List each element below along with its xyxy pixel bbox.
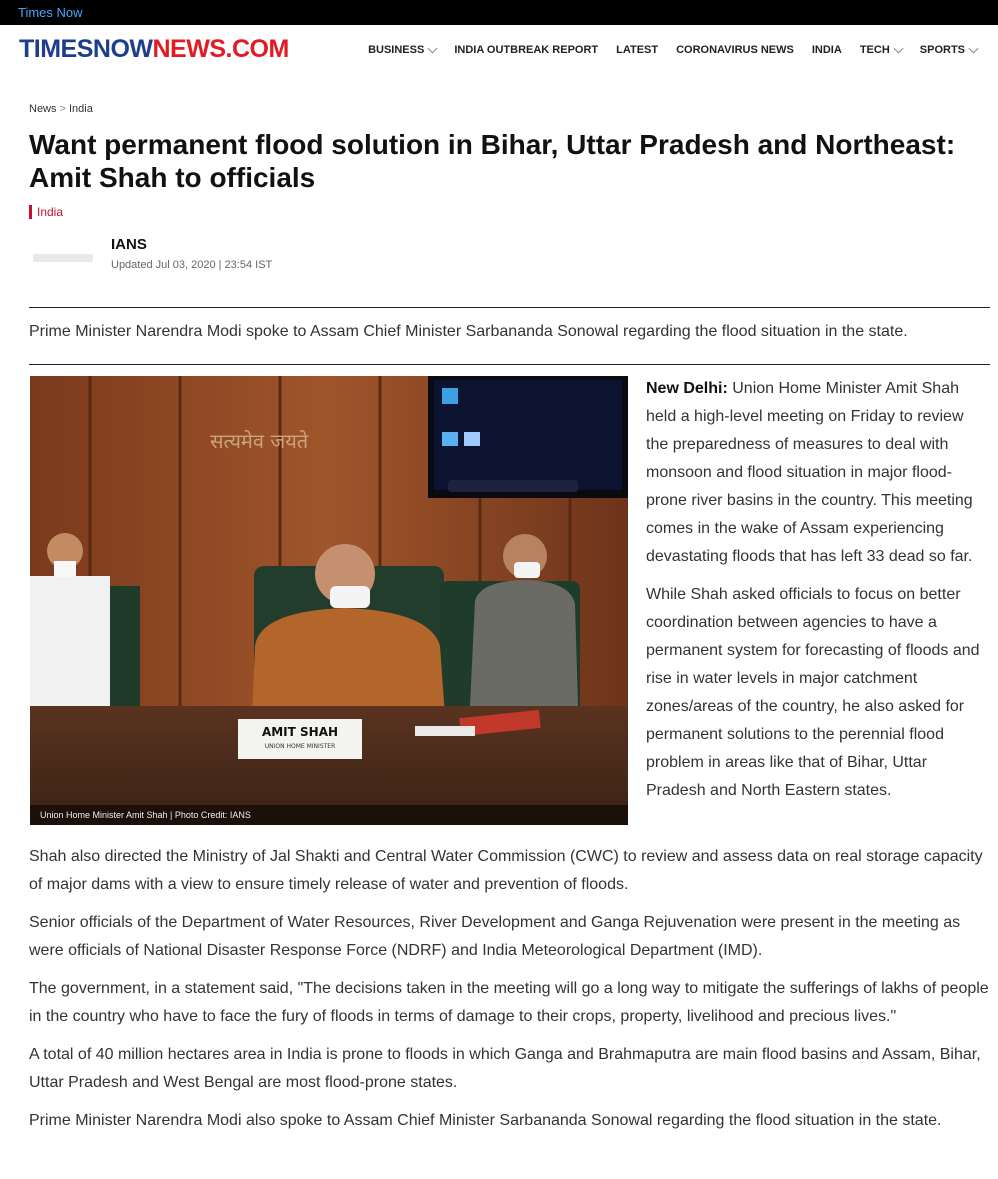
article-title: Want permanent flood solution in Bihar, Uttar Pradesh and Northeast: Amit Shah to officials bbox=[29, 129, 956, 193]
breadcrumb-india[interactable]: India bbox=[68, 103, 93, 115]
paragraph-3: Shah also directed the Ministry of Jal Shakti and Central Water Commission (CWC) to review and assess data on real storage capacity of major dams with a view to ensure timely release of water and prevention of floods. bbox=[29, 848, 983, 893]
category-tag[interactable]: India bbox=[29, 205, 63, 219]
divider bbox=[29, 307, 990, 308]
paragraph-5: The government, in a statement said, "The decisions taken in the meeting will go a long way to mitigate the sufferings of lakhs of people in the country who have to face the fury of floods in terms of damage to their crops, property, livelihood and precious lives." bbox=[29, 980, 989, 1025]
dateline: New Delhi: bbox=[646, 380, 728, 397]
meeting-photo bbox=[30, 376, 628, 825]
nameplate-title: AMIT SHAH bbox=[261, 725, 339, 739]
article-side-text bbox=[646, 375, 986, 815]
divider bbox=[29, 364, 990, 365]
article-summary: Prime Minister Narendra Modi spoke to Assam Chief Minister Sarbananda Sonowal regarding the flood situation in the state. bbox=[29, 323, 908, 340]
top-bar bbox=[0, 0, 998, 25]
nav-item-india-outbreak-report[interactable]: INDIA OUTBREAK REPORT bbox=[454, 44, 599, 56]
article-body bbox=[29, 843, 990, 1145]
nav-item-sports[interactable]: SPORTS bbox=[911, 44, 986, 56]
logo-part-timesnow: TIMESNOW bbox=[19, 35, 153, 63]
author-logo bbox=[33, 254, 93, 262]
chevron-down-icon bbox=[428, 43, 438, 53]
chevron-down-icon bbox=[893, 43, 903, 53]
paragraph-1: New Delhi: Union Home Minister Amit Shah held a high-level meeting on Friday to review the preparedness of measures to deal with monsoon and flood situation in major flood-prone river basins in the country. This meeting comes in the wake of Assam experiencing devastating floods that has left 33 dead so far. bbox=[646, 380, 973, 565]
nav-item-india[interactable]: INDIA bbox=[811, 44, 842, 56]
image-caption: Union Home Minister Amit Shah | Photo Credit: IANS bbox=[30, 805, 628, 825]
nav-item-coronavirus-news[interactable]: CORONAVIRUS NEWS bbox=[676, 44, 794, 56]
breadcrumb-news[interactable]: News bbox=[29, 103, 57, 115]
times-now-link[interactable]: Times Now bbox=[18, 5, 83, 20]
logo-part-news: NEWS.COM bbox=[152, 35, 289, 63]
chevron-down-icon bbox=[969, 43, 979, 53]
nav-item-latest[interactable]: LATEST bbox=[616, 44, 659, 56]
updated-timestamp: Updated Jul 03, 2020 | 23:54 IST bbox=[111, 259, 273, 271]
paragraph-2: While Shah asked officials to focus on better coordination between agencies to have a permanent system for forecasting of floods and rise in water levels in major catchment zones/areas of the country, he also asked for permanent solutions to the perennial flood problem in areas like that of Bihar, Uttar Pradesh and North Eastern states. bbox=[646, 586, 980, 799]
wall-emblem-text: सत्यमेव जयते bbox=[210, 429, 309, 453]
breadcrumb bbox=[29, 103, 93, 115]
masthead bbox=[0, 25, 998, 80]
nav-item-business[interactable]: BUSINESS bbox=[359, 44, 445, 56]
nav-item-tech[interactable]: TECH bbox=[851, 44, 911, 56]
nameplate-subtitle: UNION HOME MINISTER bbox=[264, 743, 336, 750]
article-image bbox=[30, 376, 628, 825]
main-nav bbox=[359, 44, 986, 56]
site-logo[interactable] bbox=[19, 37, 289, 62]
breadcrumb-separator: > bbox=[59, 103, 66, 115]
author-name[interactable]: IANS bbox=[111, 236, 147, 253]
paragraph-6: A total of 40 million hectares area in India is prone to floods in which Ganga and Brahmaputra are main flood basins and Assam, Bihar, Uttar Pradesh and West Bengal are most flood-prone states. bbox=[29, 1046, 981, 1091]
paragraph-7: Prime Minister Narendra Modi also spoke to Assam Chief Minister Sarbananda Sonowal regarding the flood situation in the state. bbox=[29, 1112, 942, 1129]
paragraph-4: Senior officials of the Department of Water Resources, River Development and Ganga Rejuvenation were present in the meeting as were officials of National Disaster Response Force (NDRF) and India Meteorological Department (IMD). bbox=[29, 914, 961, 959]
